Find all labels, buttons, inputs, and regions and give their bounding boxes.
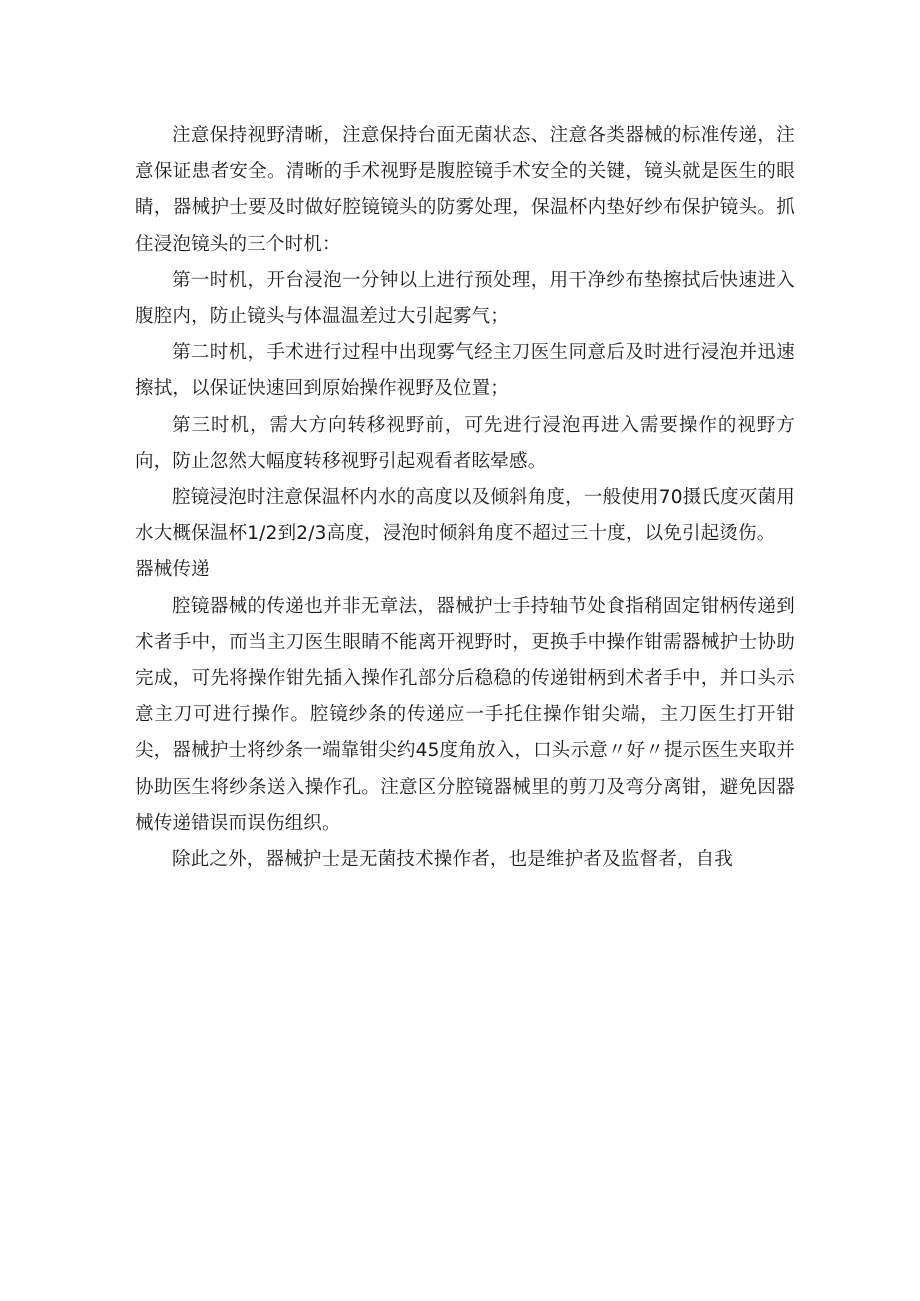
paragraph-third-timing: 第三时机，需大方向转移视野前，可先进行浸泡再进入需要操作的视野方向，防止忽然大幅度转移视野引起观看者眩晕感。 (135, 414, 795, 472)
paragraph-second-timing: 第二时机，手术进行过程中出现雾气经主刀医生同意后及时进行浸泡并迅速擦拭，以保证快速回到原始操作视野及位置； (135, 342, 795, 400)
paragraph-instrument-passing: 腔镜器械的传递也并非无章法，器械护士手持轴节处食指稍固定钳柄传递到术者手中，而当主刀医生眼睛不能离开视野时，更换手中操作钳需器械护士协助完成，可先将操作钳先插入操作孔部分后稳稳的传递钳柄到术者手中，并口头示意主刀可进行操作。腔镜纱条的传递应一手托住操作钳尖端，主刀医生打开钳尖，器械护士将纱条一端靠钳尖约45度角放入，口头示意〃好〃提示医生夹取并协助医生将纱条送入操作孔。注意区分腔镜器械里的剪刀及弯分离钳，避免因器械传递错误而误伤组织。 (135, 595, 795, 834)
paragraph-additional: 除此之外，器械护士是无菌技术操作者，也是维护者及监督者，自我 (172, 849, 734, 871)
section-heading: 器械传递 (135, 559, 210, 581)
paragraph-soaking-notes: 腔镜浸泡时注意保温杯内水的高度以及倾斜角度，一般使用70摄氏度灭菌用水大概保温杯1/2到2/3高度，浸泡时倾斜角度不超过三十度，以免引起烫伤。 (135, 487, 795, 545)
paragraph-intro: 注意保持视野清晰，注意保持台面无菌状态、注意各类器械的标准传递，注意保证患者安全。清晰的手术视野是腹腔镜手术安全的关键，镜头就是医生的眼睛，器械护士要及时做好腔镜镜头的防雾处理，保温杯内垫好纱布保护镜头。抓住浸泡镜头的三个时机： (135, 125, 795, 255)
document-body (135, 118, 795, 878)
paragraph-first-timing: 第一时机，开台浸泡一分钟以上进行预处理，用干净纱布垫擦拭后快速进入腹腔内，防止镜头与体温温差过大引起雾气； (135, 269, 795, 328)
